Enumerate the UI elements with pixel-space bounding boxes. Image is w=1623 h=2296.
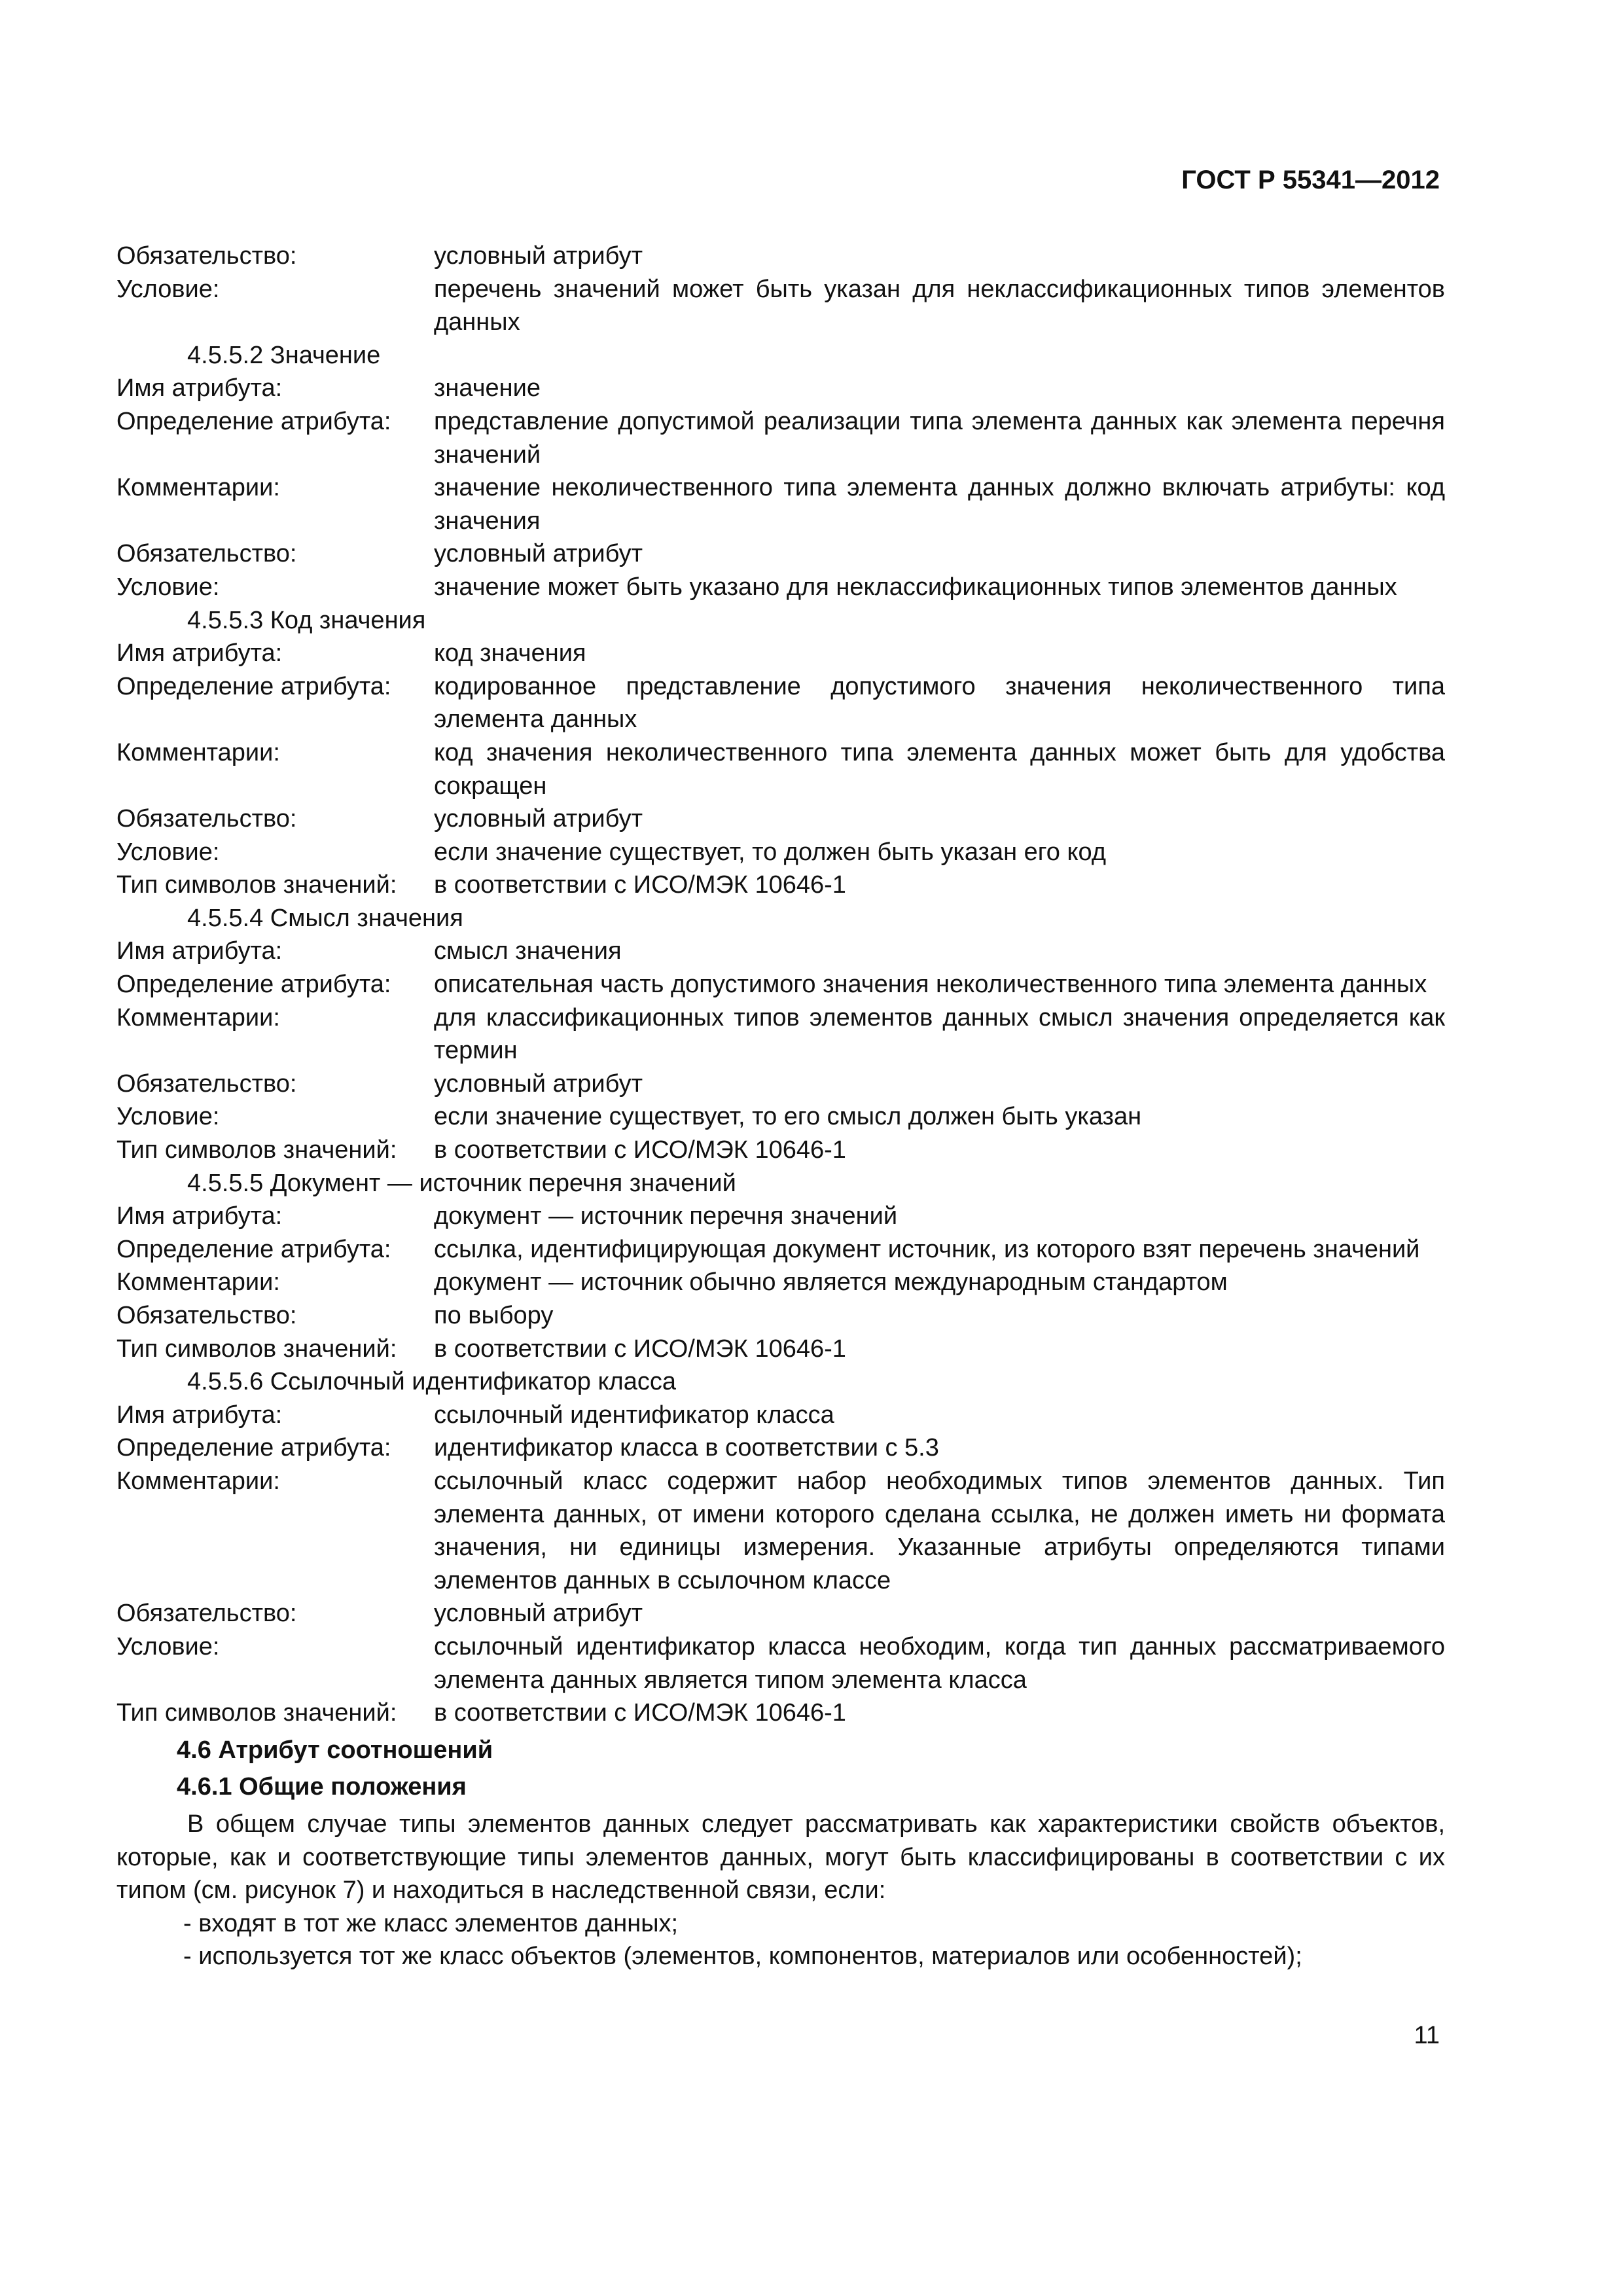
field-row <box>116 1431 1445 1465</box>
field-value: значение <box>434 374 541 403</box>
field-row <box>116 637 1445 670</box>
field-label: Условие: <box>116 275 220 303</box>
field-row <box>116 1200 1445 1233</box>
subsection-heading-bold: 4.6.1 Общие положения <box>177 1773 467 1801</box>
field-row <box>116 372 1445 405</box>
field-row <box>116 240 1445 273</box>
paragraph: В общем случае типы элементов данных следует рассматривать как характеристики свойств объектов, которые, как и соответствующие типы элементов данных, могут быть классифицированы в соответствии с их типом (см. рисунок 7) и находиться в наследственной связи, если: <box>116 1810 1445 1905</box>
document-body <box>116 240 1445 1973</box>
field-label: Обязательство: <box>116 540 297 568</box>
field-value: значение неколичественного типа элемента данных должно включать атрибуты: код значения <box>434 474 1445 535</box>
field-label: Обязательство: <box>116 805 297 833</box>
field-row <box>116 471 1445 537</box>
field-row <box>116 1233 1445 1266</box>
field-row <box>116 1134 1445 1167</box>
subsection-heading: 4.5.5.2 Значение <box>187 341 381 369</box>
field-row <box>116 736 1445 802</box>
field-value: документ — источник перечня значений <box>434 1202 898 1230</box>
field-value: в соответствии с ИСО/МЭК 10646-1 <box>434 1136 846 1164</box>
field-label: Имя атрибута: <box>116 1202 283 1230</box>
field-value: кодированное представление допустимого значения неколичественного типа элемента данных <box>434 672 1445 734</box>
field-row <box>116 1067 1445 1101</box>
field-row <box>116 537 1445 571</box>
field-label: Определение атрибута: <box>116 1235 391 1263</box>
field-row <box>116 1597 1445 1630</box>
field-label: Обязательство: <box>116 1302 297 1329</box>
field-label: Комментарии: <box>116 1003 280 1031</box>
list-item: - входят в тот же класс элементов данных; <box>183 1909 679 1937</box>
subsection-heading: 4.5.5.5 Документ — источник перечня значений <box>187 1169 736 1197</box>
field-value: значение может быть указано для неклассификационных типов элементов данных <box>434 573 1397 601</box>
field-value: ссылочный класс содержит набор необходимых типов элементов данных. Тип элемента данных, от имени которого сделана ссылка, не должен иметь ни формата значения, ни единицы измерения. Указанные атрибуты определяются типами элементов данных в ссылочном классе <box>434 1467 1445 1594</box>
field-value: условный атрибут <box>434 540 643 568</box>
field-value: если значение существует, то должен быть указан его код <box>434 838 1107 866</box>
field-label: Определение атрибута: <box>116 971 391 999</box>
field-value: ссылка, идентифицирующая документ источник, из которого взят перечень значений <box>434 1235 1420 1263</box>
field-label: Условие: <box>116 838 220 866</box>
field-label: Комментарии: <box>116 474 280 502</box>
field-label: Комментарии: <box>116 1467 280 1495</box>
field-row <box>116 836 1445 869</box>
field-row <box>116 670 1445 736</box>
field-value: в соответствии с ИСО/МЭК 10646-1 <box>434 871 846 899</box>
field-label: Обязательство: <box>116 1600 297 1628</box>
field-row <box>116 1630 1445 1696</box>
field-row <box>116 1100 1445 1134</box>
field-row <box>116 802 1445 836</box>
field-row <box>116 968 1445 1001</box>
field-value: условный атрибут <box>434 1600 643 1628</box>
field-value: описательная часть допустимого значения неколичественного типа элемента данных <box>434 971 1427 999</box>
field-label: Комментарии: <box>116 738 280 766</box>
field-value: код значения <box>434 639 586 668</box>
field-label: Тип символов значений: <box>116 1699 397 1727</box>
field-value: для классификационных типов элементов данных смысл значения определяется как термин <box>434 1003 1445 1065</box>
field-value: ссылочный идентификатор класса <box>434 1401 834 1429</box>
field-row <box>116 1333 1445 1366</box>
field-label: Определение атрибута: <box>116 672 391 700</box>
field-row <box>116 1266 1445 1299</box>
field-label: Тип символов значений: <box>116 871 397 899</box>
field-value: условный атрибут <box>434 242 643 270</box>
field-row <box>116 273 1445 339</box>
field-label: Имя атрибута: <box>116 1401 283 1429</box>
field-label: Тип символов значений: <box>116 1335 397 1363</box>
field-value: ссылочный идентификатор класса необходим, когда тип данных рассматриваемого элемента данных является типом элемента класса <box>434 1632 1445 1694</box>
page-number: 11 <box>1414 2022 1440 2049</box>
field-label: Обязательство: <box>116 242 297 270</box>
field-value: код значения неколичественного типа элемента данных может быть для удобства сокращен <box>434 738 1445 800</box>
field-value: представление допустимой реализации типа элемента данных как элемента перечня значений <box>434 407 1445 469</box>
field-label: Имя атрибута: <box>116 374 283 403</box>
subsection-heading: 4.5.5.3 Код значения <box>187 606 426 634</box>
field-row <box>116 571 1445 604</box>
field-value: перечень значений может быть указан для неклассификационных типов элементов данных <box>434 275 1445 336</box>
field-value: условный атрибут <box>434 805 643 833</box>
field-value: идентификатор класса в соответствии с 5.3 <box>434 1434 939 1462</box>
field-row <box>116 869 1445 902</box>
field-row <box>116 1001 1445 1067</box>
list-item: - используется тот же класс объектов (элементов, компонентов, материалов или особенностей); <box>183 1943 1302 1971</box>
field-value: документ — источник обычно является международным стандартом <box>434 1268 1228 1297</box>
field-label: Условие: <box>116 1632 220 1660</box>
field-label: Имя атрибута: <box>116 937 283 965</box>
section-heading: 4.6 Атрибут соотношений <box>177 1736 493 1764</box>
field-row <box>116 1299 1445 1333</box>
field-label: Обязательство: <box>116 1069 297 1098</box>
subsection-heading: 4.5.5.4 Смысл значения <box>187 904 463 932</box>
field-value: по выбору <box>434 1302 554 1329</box>
field-row <box>116 405 1445 471</box>
field-value: в соответствии с ИСО/МЭК 10646-1 <box>434 1699 846 1727</box>
subsection-heading: 4.5.5.6 Ссылочный идентификатор класса <box>187 1368 676 1396</box>
field-value: условный атрибут <box>434 1069 643 1098</box>
field-label: Определение атрибута: <box>116 1434 391 1462</box>
field-label: Тип символов значений: <box>116 1136 397 1164</box>
field-row <box>116 1465 1445 1597</box>
field-label: Имя атрибута: <box>116 639 283 668</box>
field-label: Условие: <box>116 1103 220 1131</box>
document-header: ГОСТ Р 55341—2012 <box>1181 166 1440 194</box>
field-row <box>116 1696 1445 1730</box>
field-label: Комментарии: <box>116 1268 280 1297</box>
field-value: смысл значения <box>434 937 622 965</box>
field-value: если значение существует, то его смысл должен быть указан <box>434 1103 1142 1131</box>
field-label: Условие: <box>116 573 220 601</box>
field-value: в соответствии с ИСО/МЭК 10646-1 <box>434 1335 846 1363</box>
field-row <box>116 935 1445 968</box>
field-label: Определение атрибута: <box>116 407 391 435</box>
field-row <box>116 1399 1445 1432</box>
